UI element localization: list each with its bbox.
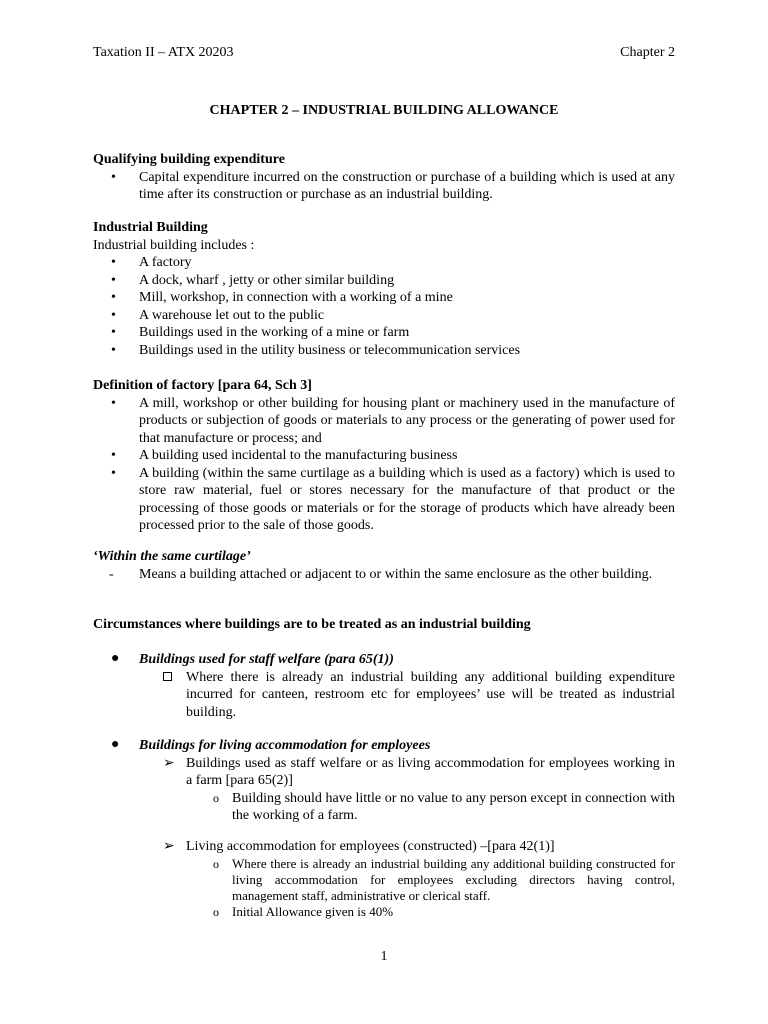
subsection-staff-welfare bbox=[93, 651, 675, 721]
list-item bbox=[93, 755, 675, 790]
list-item bbox=[93, 307, 675, 325]
subsection-title: Buildings for living accommodation for employees bbox=[139, 738, 431, 753]
section-circumstances bbox=[93, 616, 675, 634]
chapter-title: CHAPTER 2 – INDUSTRIAL BUILDING ALLOWANCE bbox=[209, 103, 559, 118]
list-item bbox=[93, 838, 675, 856]
page-number: 1 bbox=[380, 949, 388, 964]
bullet-icon: • bbox=[111, 325, 116, 340]
list-item bbox=[93, 169, 675, 204]
list-item-text: Means a building attached or adjacent to or within the same enclosure as the other building. bbox=[139, 566, 653, 582]
subsection-constructed bbox=[93, 838, 675, 920]
list-item-text: Buildings used in the working of a mine or farm bbox=[139, 325, 410, 340]
header-chapter: Chapter 2 bbox=[620, 45, 675, 60]
subsection-living-accommodation bbox=[93, 737, 675, 825]
section-heading: Industrial Building bbox=[93, 220, 208, 235]
list-item-text: Building should have little or no value to any person except in connection with the working of a farm. bbox=[232, 790, 675, 823]
list-item bbox=[93, 342, 675, 360]
list-item bbox=[93, 272, 675, 290]
section-heading: Qualifying building expenditure bbox=[93, 152, 285, 167]
arrow-bullet-icon: ➢ bbox=[163, 839, 175, 854]
list-item-text: A mill, workshop or other building for housing plant or machinery used in the manufacture of products or subjection of goods or materials to any process or the generating of power used for that manufacture or process; and bbox=[139, 395, 675, 446]
list-item bbox=[93, 289, 675, 307]
section-intro: Industrial building includes : bbox=[93, 237, 255, 253]
list-item-text: A building (within the same curtilage as a building which is used as a factory) which is used to store raw material, fuel or stores necessary for the manufacture of that product or the processing of those goods or materials or for the storage of products which have already been processed prior to the sale of those goods. bbox=[139, 465, 675, 533]
list-item-text: Capital expenditure incurred on the construction or purchase of a building which is used at any time after its construction or purchase as an industrial building. bbox=[139, 169, 675, 202]
subsection-title: Buildings used for staff welfare (para 65(1)) bbox=[139, 652, 394, 667]
list-item-text: Living accommodation for employees (constructed) –[para 42(1)] bbox=[186, 839, 555, 854]
list-item-text: Where there is already an industrial building any additional building expenditure incurred for canteen, restroom etc for employees’ use will be treated as industrial building. bbox=[186, 669, 675, 720]
list-item bbox=[93, 447, 675, 465]
bullet-icon: • bbox=[111, 272, 116, 288]
circle-bullet-icon: o bbox=[213, 790, 219, 805]
list-item bbox=[93, 395, 675, 448]
section-qualifying bbox=[93, 151, 675, 204]
section-heading: Circumstances where buildings are to be treated as an industrial building bbox=[93, 617, 531, 632]
list-item bbox=[93, 790, 675, 825]
bullet-icon: • bbox=[111, 465, 116, 481]
bullet-icon: • bbox=[111, 448, 116, 463]
list-item bbox=[93, 651, 675, 669]
list-item bbox=[93, 566, 675, 584]
list-item bbox=[93, 465, 675, 535]
header-course: Taxation II – ATX 20203 bbox=[93, 45, 234, 60]
section-industrial-building bbox=[93, 219, 675, 359]
bullet-icon: ● bbox=[111, 651, 120, 666]
list-item-text: Mill, workshop, in connection with a working of a mine bbox=[139, 290, 453, 305]
section-factory-definition bbox=[93, 377, 675, 535]
list-item-text: A warehouse let out to the public bbox=[139, 307, 325, 323]
bullet-icon: • bbox=[111, 395, 116, 411]
list-item bbox=[93, 254, 675, 272]
list-item bbox=[93, 904, 675, 920]
section-heading: Definition of factory [para 64, Sch 3] bbox=[93, 378, 312, 393]
dash-marker: - bbox=[109, 566, 114, 582]
list-item-text: A factory bbox=[139, 255, 192, 270]
arrow-bullet-icon: ➢ bbox=[163, 755, 175, 771]
circle-bullet-icon: o bbox=[213, 856, 219, 871]
bullet-icon: • bbox=[111, 290, 116, 305]
bullet-icon: ● bbox=[111, 737, 120, 752]
list-item-text: A building used incidental to the manufacturing business bbox=[139, 448, 458, 463]
list-item bbox=[93, 324, 675, 342]
list-item-text: A dock, wharf , jetty or other similar building bbox=[139, 272, 395, 288]
list-item-text: Where there is already an industrial building any additional building constructed for living accommodation for employees excluding directors having control, management staff, administrative or clerical staff. bbox=[232, 855, 675, 903]
list-item bbox=[93, 737, 675, 755]
running-header bbox=[93, 44, 675, 62]
circle-bullet-icon: o bbox=[213, 904, 219, 919]
bullet-icon: • bbox=[111, 342, 116, 358]
bullet-icon: • bbox=[111, 255, 116, 270]
bullet-icon: • bbox=[111, 307, 116, 323]
list-item-text: Buildings used as staff welfare or as living accommodation for employees working in a farm [para 65(2)] bbox=[186, 755, 675, 788]
section-curtilage bbox=[93, 548, 675, 583]
checkbox-square-icon bbox=[163, 672, 172, 681]
bullet-icon: • bbox=[111, 169, 116, 185]
list-item bbox=[93, 669, 675, 722]
list-item-text: Buildings used in the utility business or telecommunication services bbox=[139, 342, 521, 358]
section-heading: ‘Within the same curtilage’ bbox=[93, 549, 251, 564]
list-item bbox=[93, 856, 675, 904]
list-item-text: Initial Allowance given is 40% bbox=[232, 903, 394, 919]
